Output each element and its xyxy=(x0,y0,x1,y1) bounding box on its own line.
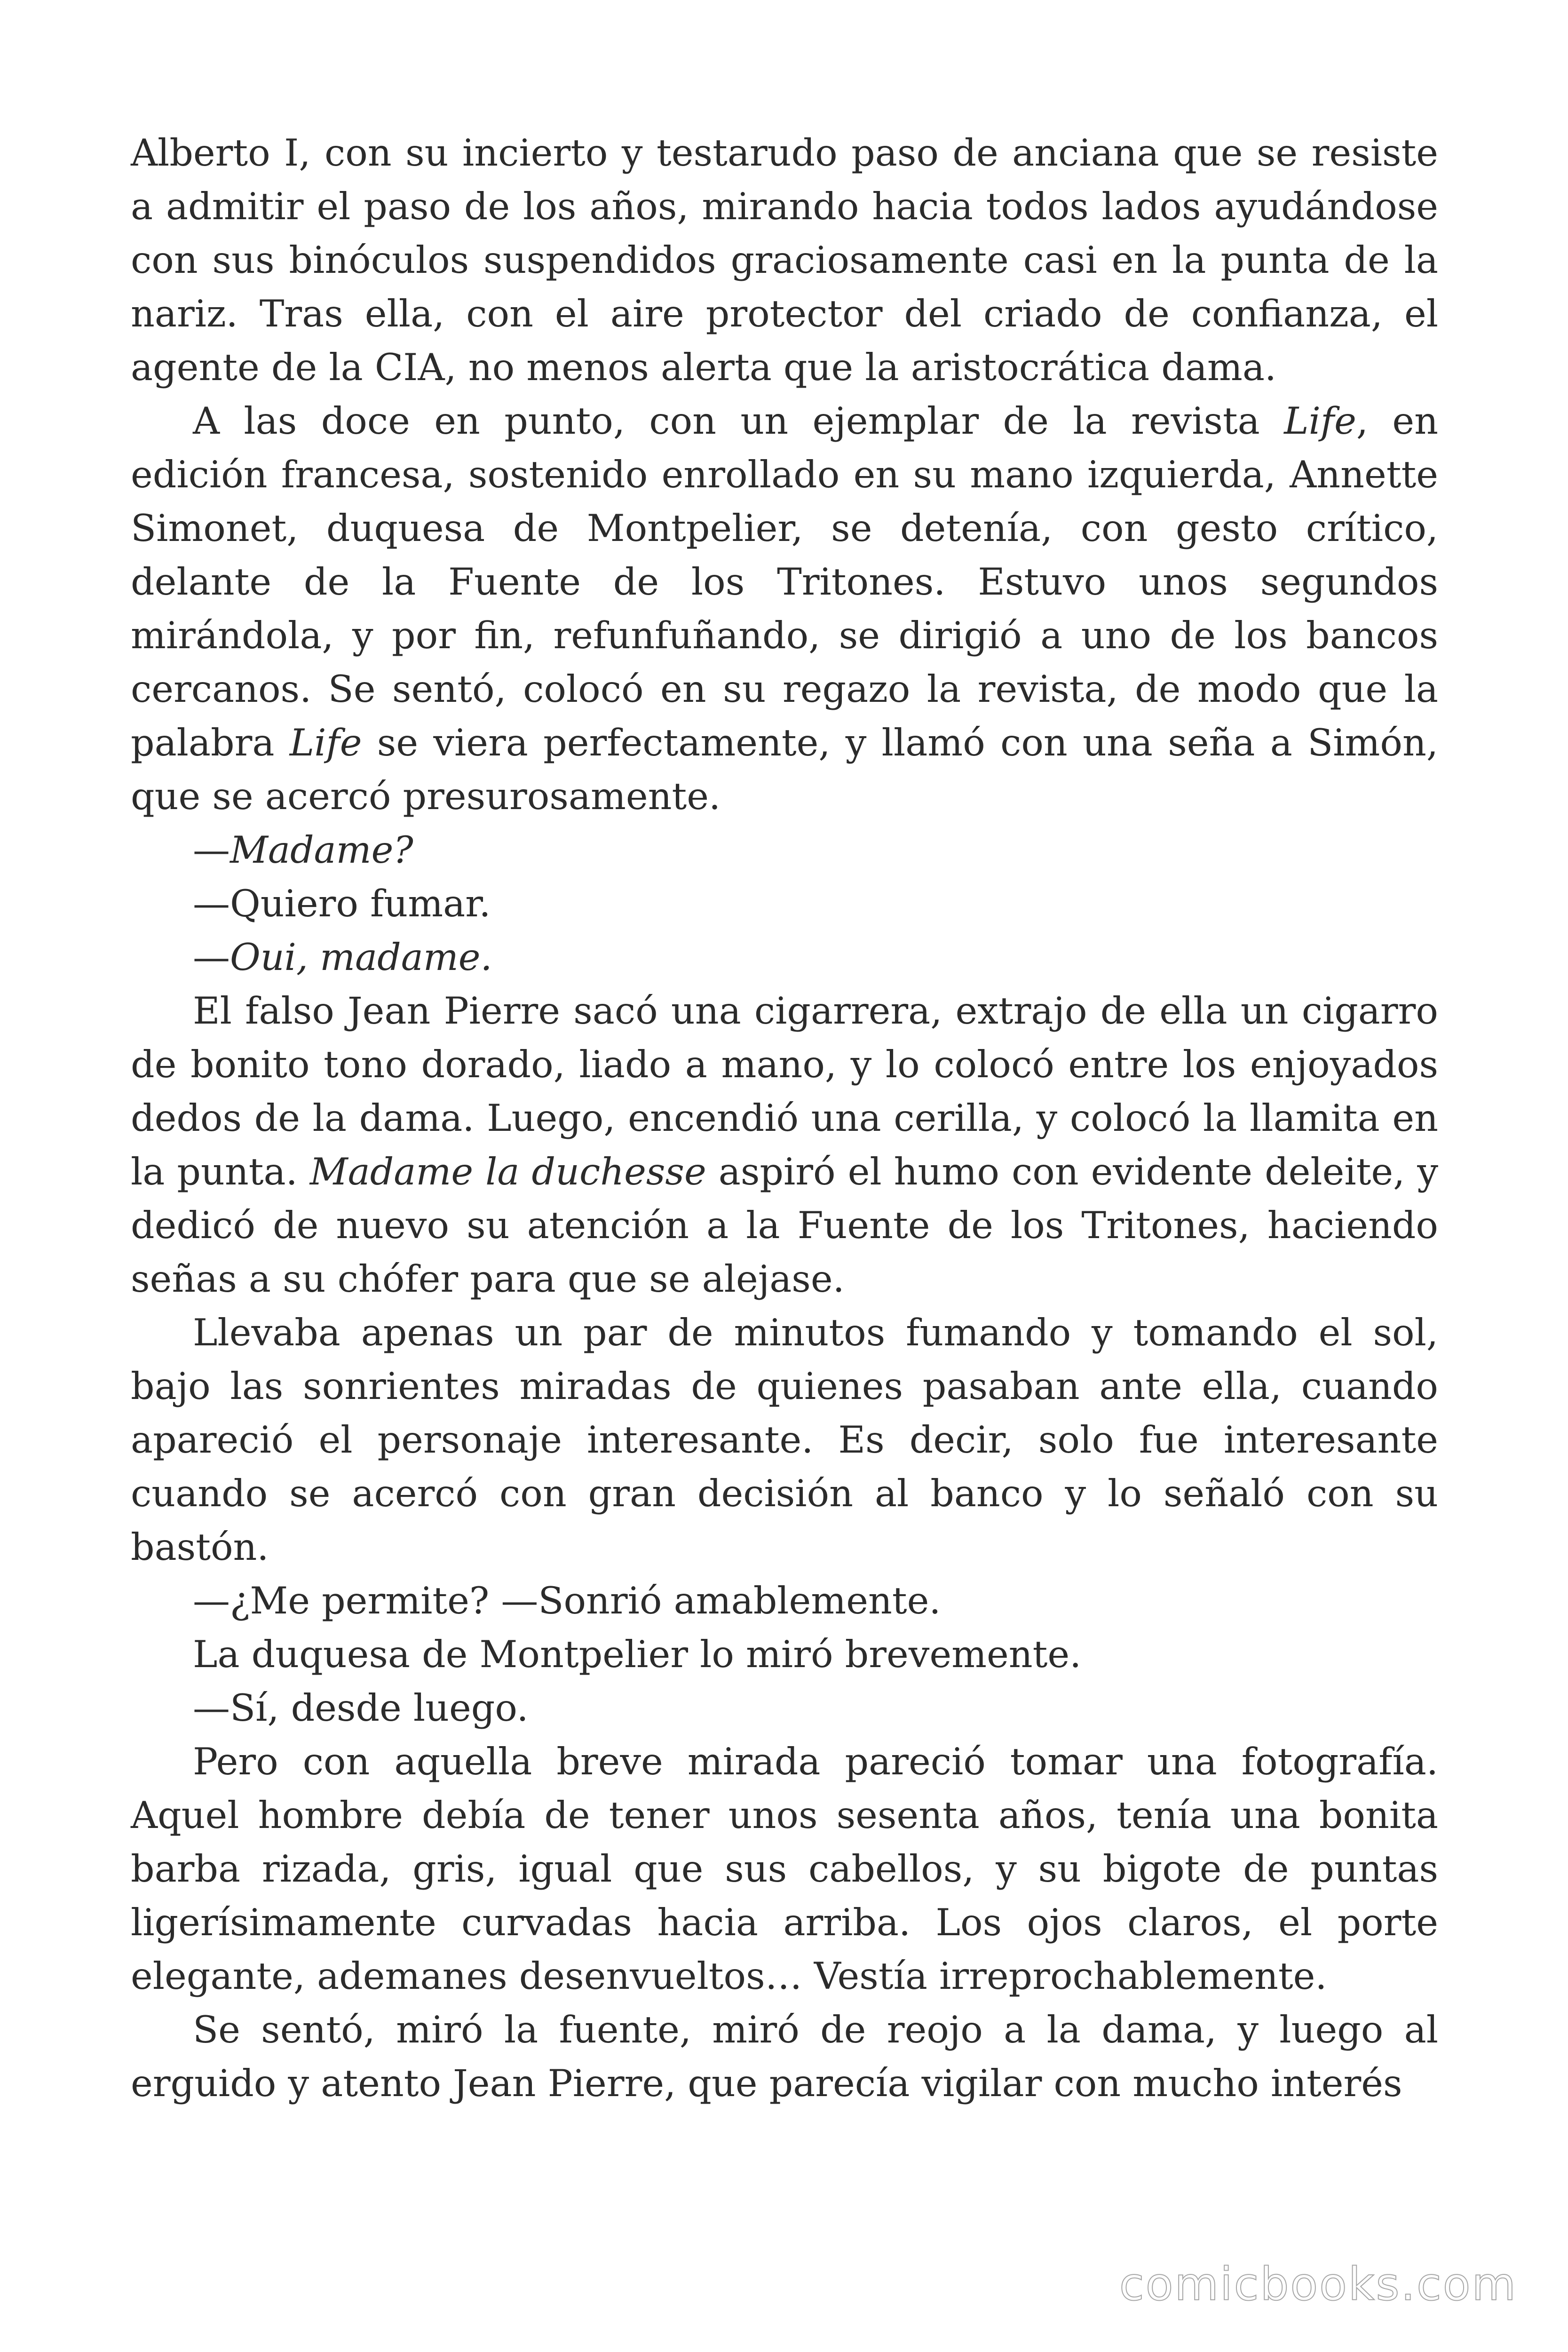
book-page-body xyxy=(131,126,1438,2110)
text-run: —Sí, desde luego. xyxy=(193,1686,529,1730)
text-run: — xyxy=(193,828,230,872)
text-run: —Quiero fumar. xyxy=(193,882,491,925)
text-run: Alberto I, con su incierto y testarudo paso de anciana que se resiste a admitir el paso de los años, mirando hacia todos lados ayudándose con sus binóculos suspendidos graciosamente casi en la punta de la nariz. Tras ella, con el aire protector del criado de confianza, el agente de la CIA, no menos alerta que la aristocrática dama. xyxy=(131,131,1438,389)
paragraph xyxy=(131,823,1438,877)
text-run: La duquesa de Montpelier lo miró brevemente. xyxy=(193,1633,1082,1676)
italic-text: Madame? xyxy=(230,828,413,872)
paragraph xyxy=(131,877,1438,930)
watermark: comicbooks.com xyxy=(1119,2258,1517,2311)
paragraph xyxy=(131,1735,1438,2003)
italic-text: Madame la duchesse xyxy=(309,1150,706,1193)
paragraph xyxy=(131,394,1438,823)
text-run: El falso Jean Pierre sacó una cigarrera, extrajo de ella un cigarro de bonito tono dorado, liado a mano, y lo colocó entre los enjoyados dedos de la dama. Luego, encendió una cerilla, y colocó la llamita en la punta. xyxy=(131,989,1438,1193)
italic-text: Life xyxy=(1284,399,1356,443)
paragraph xyxy=(131,126,1438,394)
text-run: —¿Me permite? —Sonrió amablemente. xyxy=(193,1579,941,1622)
text-run: Llevaba apenas un par de minutos fumando y tomando el sol, bajo las sonrientes miradas de quienes pasaban ante ella, cuando apareció el personaje interesante. Es decir, solo fue interesante cuando se acercó con gran decisión al banco y lo señaló con su bastón. xyxy=(131,1311,1438,1569)
text-run: — xyxy=(193,936,230,979)
text-run: Se sentó, miró la fuente, miró de reojo a la dama, y luego al erguido y atento Jean Pierre, que parecía vigilar con mucho interés xyxy=(131,2008,1438,2105)
paragraph xyxy=(131,984,1438,1306)
text-run: , en edición francesa, sostenido enrollado en su mano izquierda, Annette Simonet, duquesa de Montpelier, se detenía, con gesto crítico, delante de la Fuente de los Tritones. Estuvo unos segundos mirándola, y por fin, refunfuñando, se dirigió a uno de los bancos cercanos. Se sentó, colocó en su regazo la revista, de modo que la palabra xyxy=(131,399,1438,764)
paragraph xyxy=(131,1574,1438,1628)
paragraph xyxy=(131,2003,1438,2110)
text-run: se viera perfectamente, y llamó con una seña a Simón, que se acercó presurosamente. xyxy=(131,721,1438,818)
paragraph xyxy=(131,930,1438,984)
italic-text: Life xyxy=(289,721,362,764)
paragraph xyxy=(131,1306,1438,1574)
text-run: A las doce en punto, con un ejemplar de la revista xyxy=(193,399,1284,443)
paragraph xyxy=(131,1681,1438,1735)
text-run: Pero con aquella breve mirada pareció tomar una fotografía. Aquel hombre debía de tener unos sesenta años, tenía una bonita barba rizada, gris, igual que sus cabellos, y su bigote de puntas ligerísimamente curvadas hacia arriba. Los ojos claros, el porte elegante, ademanes desenvueltos… Vestía irreprochablemente. xyxy=(131,1740,1438,1998)
italic-text: Oui, madame. xyxy=(230,936,492,979)
paragraph xyxy=(131,1628,1438,1681)
text-run: aspiró el humo con evidente deleite, y dedicó de nuevo su atención a la Fuente de los Tritones, haciendo señas a su chófer para que se alejase. xyxy=(131,1150,1438,1301)
